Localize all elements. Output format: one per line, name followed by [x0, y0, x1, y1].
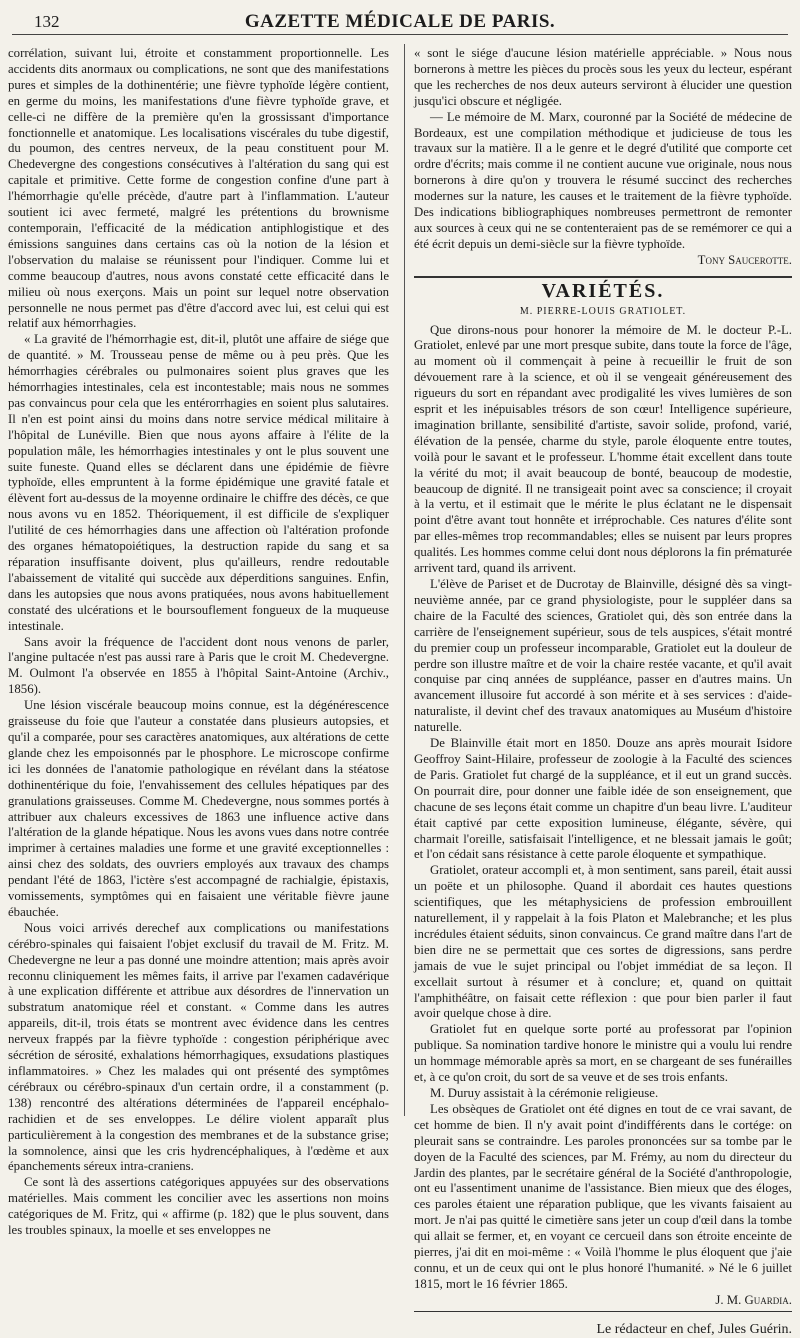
paragraph: Sans avoir la fréquence de l'accident dont nous venons de parler, l'angine pultacée n'est pas aussi rare à Paris que le croit M. Chedevergne. M. Oulmont l'a observée en 1855 à l'hôpital Saint-Antoine (Archiv., 1856).: [8, 634, 389, 697]
paragraph: corrélation, suivant lui, étroite et constamment proportionnelle. Les accidents dits anormaux ou complications, ne sont que des manifestations pures et simples de la dothinentérie; une fièvre typhoïde légère contient, en germe du moins, les manifestations d'une fièvre typhoïde grave, et celle-ci ne diffère de la première qu'en la grossissant d'importance fonctionnelle et anatomique. Les localisations viscérales du tube digestif, du poumon, des centres nerveux, de la peau constituent pour M. Chedevergne des congestions consécutives à l'altération du sang qui est capitale et primitive. Cette forme de congestion confine d'une part à l'hémorrhagie qu'elle précède, d'autre part à l'inflammation. L'auteur soutient ici avec fermeté, malgré les prétentions du brownisme contemporain, l'efficacité de la médication antiphlogistique et des émissions sanguines dans certains cas où la notion de la lésion et l'observation du malaise se réunissent pour l'indiquer. Comme lui et comme beaucoup d'autres, nous avons constaté cette efficacité dans le milieu où nous exerçons. Mais un point sur lequel notre observation personnelle ne nous permet pas d'être d'accord avec lui, est celui qui est relatif aux hémorrhagies.: [8, 46, 389, 331]
paragraph: L'élève de Pariset et de Ducrotay de Blainville, désigné dès sa vingt-neuvième année, par ce grand physiologiste, pour le suppléer dans sa chaire de la Faculté des sciences, Gratiolet qui, dès son entrée dans la carrière de l'enseignement supérieur, sous de tels auspices, s'était montré du premier coup un professeur incomparable, Gratiolet eut la douleur de perdre son illustre maître et de voir la chaire restée vacante, et qu'il avait conquise par cinq années de suppléance, passer en d'autres mains. Un avancement illusoire fut accordé à son mérite et à ses services : d'aide-naturaliste, il devint chef des travaux anatomiques au Muséum d'histoire naturelle.: [414, 577, 792, 735]
section-subtitle: M. PIERRE-LOUIS GRATIOLET.: [519, 305, 687, 317]
section-rule: [414, 276, 792, 278]
column-divider: [404, 44, 405, 1116]
page-number: 132: [34, 12, 60, 31]
paragraph: Gratiolet, orateur accompli et, à mon sentiment, sans pareil, était aussi un poëte et un philosophe. Quand il abordait ces hautes questions scientifiques, que les métaphysiciens de profession embrouillent naturellement, il y rappelait à la fois Platon et Malebranche; et les plus incrédules étaient séduits, sinon convaincus. Ce grand maître dans l'art de bien dire ne se permettait que ces sortes de digressions, sans perdre jamais de vue le sujet principal ou l'objet immédiat de sa leçon. Il excellait surtout à résumer et à conclure; et, quand on quittait l'amphithéâtre, on faisait cette réflexion : que pour bien parler il faut avoir quelque chose à dire.: [414, 863, 792, 1021]
journal-title: GAZETTE MÉDICALE DE PARIS.: [244, 11, 556, 32]
article-signature: J. M. Guardia.: [715, 1292, 792, 1307]
review-signature: Tony Saucerotte.: [697, 252, 792, 267]
paragraph: Gratiolet fut en quelque sorte porté au professorat par l'opinion publique. Sa nomination tardive honore le ministre qui a voulu lui rendre un hommage mémorable après sa mort, en se chargeant de ses funérailles et, à ce qu'on croit, du sort de sa veuve et de ses trois enfants.: [414, 1022, 792, 1085]
paragraph: — Le mémoire de M. Marx, couronné par la Société de médecine de Bordeaux, est une compilation méthodique et judicieuse de tous les travaux sur la matière. Il a le genre et le degré d'utilité que comporte cet ordre d'écrits; mais comme il ne contient aucune vue originale, nous nous bornerons à dire qu'on y trouvera le résumé succinct des recherches modernes sur la nature, les causes et le traitement de la fièvre typhoïde. Des indications bibliographiques nombreuses permettront de remonter aux sources à ceux qui ne se contenteraient pas de se remémorer ce qui a été écrit depuis un demi-siècle sur la fièvre typhoïde.: [414, 109, 792, 251]
editor-credit: Le rédacteur en chef, Jules Guérin.: [596, 1321, 792, 1337]
paragraph: « sont le siége d'aucune lésion matérielle appréciable. » Nous nous bornerons à mettre les pièces du procès sous les yeux du lecteur, espérant que les recherches de nos deux auteurs serviront à élucider une question jusqu'ici obscure et négligée.: [414, 46, 792, 108]
paragraph: Nous voici arrivés derechef aux complications ou manifestations cérébro-spinales qui faisaient l'objet exclusif du travail de M. Fritz. M. Chedevergne ne leur a pas donné une moindre attention; mais après avoir reconnu cliniquement les mêmes faits, il arrive par l'examen cadavérique à une explication différente et attribue aux désordres de l'innervation un substratum anatomique réel et constant. « Comme dans les autres appareils, dit-il, trois états se montrent avec évidence dans les centres nerveux frappés par la fièvre typhoïde : congestion périphérique avec sécrétion de sérosité, exhalations hémorrhagiques, exsudations plastiques inflammatoires. » Chez les malades qui ont présenté des symptômes cérébraux ou cérébro-spinaux d'un certain ordre, il a constamment (p. 138) rencontré des altérations déterminées de l'appareil encéphalo-rachidien et de ses enveloppes. Le délire violent apparaît plus particulièrement à la congestion des membranes et de la substance grise; la somnolence, ainsi que les cris hydrencéphaliques, à l'œdème et aux épanchements séreux intra-craniens.: [8, 920, 389, 1174]
footer-rule: [414, 1311, 792, 1312]
page-header: [12, 8, 788, 35]
paragraph: « La gravité de l'hémorrhagie est, dit-il, plutôt une affaire de siége que de quantité. » M. Trousseau pense de même ou à peu près. Que les hémorrhagies cérébrales ou pulmonaires soient plus graves que les hémorrhagies intestinales, cela est incontestable; mais nous ne sommes pas convaincus pour cela que les entérorrhagies en soient plus salutaires. Il n'en est point ainsi du moins dans notre service médical militaire à l'hôpital de Lunéville. Bien que nous ayons affaire à l'élite de la population mâle, les hémorrhagies intestinales y ont le plus souvent une suite funeste. Quand elles se déclarent dans une épidémie de fièvre typhoïde, elles empruntent à la forme épidémique une gravité fatale et élèvent fort au-dessus de la moyenne ordinaire le chiffre des décès, ce que nous avons vu en 1852. Théoriquement, il est difficile de s'expliquer l'utilité de ces hémorrhagies dans une affection où l'altération profonde des organes hématopoiétiques, la destruction rapide du sang et sa réparation insuffisante doivent, plus qu'ailleurs, rendre redoutable l'abaissement de vitalité qui succède aux déperditions sanguines. Enfin, dans les autopsies que nous avons pratiquées, nous avons habituellement constaté des ulcérations et le boursouflement fongueux de la muqueuse intestinale.: [8, 332, 389, 633]
paragraph: M. Duruy assistait à la cérémonie religieuse.: [430, 1086, 659, 1100]
paragraph: Que dirons-nous pour honorer la mémoire de M. le docteur P.-L. Gratiolet, enlevé par une mort presque subite, dans toute la force de l'âge, au moment où il commençait à peine à recueillir le fruit de son dévouement rare à la science, et où il se vengeait généreusement des rigueurs du sort en répandant avec prodigalité les vives lumières de son esprit et les inépuisables trésors de son cœur! Intelligence supérieure, imagination brillante, sensibilité d'artiste, savoir solide, profond, varié, élévation de la pensée, charme du style, parole éloquente entre toutes, voilà pour le savant et le professeur. L'homme était excellent dans toute la vérité du mot; il avait beaucoup de bonté, beaucoup de modestie, beaucoup de dignité. Il ne transigeait point avec sa conscience; il croyait à la vertu, et il estimait que le mérite le plus éclatant ne le dispensait point d'être avant tout honnête et irréprochable. Ces natures d'élite sont par elles-mêmes trop recommandables; elles se nuisent par leurs propres qualités. Les hommes comme celui dont nous déplorons la fin prématurée arrivent tard, quand ils arrivent.: [414, 322, 792, 576]
section-title: VARIÉTÉS.: [541, 279, 665, 302]
paragraph: Une lésion viscérale beaucoup moins connue, est la dégénérescence graisseuse du foie que l'auteur a constatée dans plusieurs autopsies, et qu'il a comparée, pour ses caractères anatomiques, aux altérations de cette glande chez les empoisonnés par le phosphore. Le microscope confirme ici les données de l'anatomie pathologique en révélant dans la stéatose dothinentérique du foie, l'envahissement des cellules hépatiques par des granulations graisseuses. Comme M. Chedevergne, nous sommes portés à attribuer aux chaleurs excessives de 1863 une influence active dans l'altération de la glande hépatique. Nous les avons vues dans notre contrée imprimer à certaines maladies une forme et une gravité exceptionnelles : ainsi chez des soldats, des ouvriers employés aux travaux des champs pendant l'été de 1863, l'ictère s'est accompagné de rachialgie, épistaxis, vomissements, symptômes qui en faisaient une véritable fièvre jaune ébauchée.: [8, 698, 389, 919]
paragraph: Ce sont là des assertions catégoriques appuyées sur des observations matérielles. Mais comment les concilier avec les assertions non moins catégoriques de M. Fritz, qui « affirme (p. 182) que le plus souvent, dans les troubles spinaux, la moelle et ses enveloppes ne: [8, 1175, 389, 1238]
paragraph: Les obsèques de Gratiolet ont été dignes en tout de ce vrai savant, de cet homme de bien. Il n'y avait point d'indifférents dans le cortége: on pleurait sans se contraindre. Les paroles prononcées sur sa tombe par le doyen de la Faculté des sciences, par M. Frémy, au nom du directeur du Jardin des plantes, par le secrétaire général de la Société d'anthropologie, ont eu l'assentiment unanime de l'assistance. Bien mieux que des éloges, ces paroles étaient une réparation publique, que les vivants faisaient au mort. Je n'ai pas quitté le cimetière sans jeter un coup d'œil dans la tombe qui allait se fermer, et, en voyant ce cercueil dans son étroite enceinte de pierres, j'ai dit en moi-même : « Voilà l'homme le plus éloquent que j'aie connu, et un de ceux qui ont le plus honoré l'humanité. » Né le 6 juillet 1815, mort le 16 février 1865.: [414, 1101, 792, 1291]
paragraph: De Blainville était mort en 1850. Douze ans après mourait Isidore Geoffroy Saint-Hilaire, professeur de zoologie à la Faculté des sciences de Paris. Gratiolet fut chargé de la suppléance, et il eut un grand succès. On pourrait dire, pour donner une faible idée de son enseignement, que chacune de ses leçons était comme un chapitre d'un beau livre. L'auditeur était captivé par cette exposition lumineuse, élégante, sévère, qui charmait l'oreille, satisfaisait l'intelligence, et ne blessait jamais le goût; et l'on cédait sans résistance à cette parole éloquente et sympathique.: [414, 736, 792, 862]
right-column: [414, 46, 792, 1337]
left-column: [8, 46, 389, 1238]
